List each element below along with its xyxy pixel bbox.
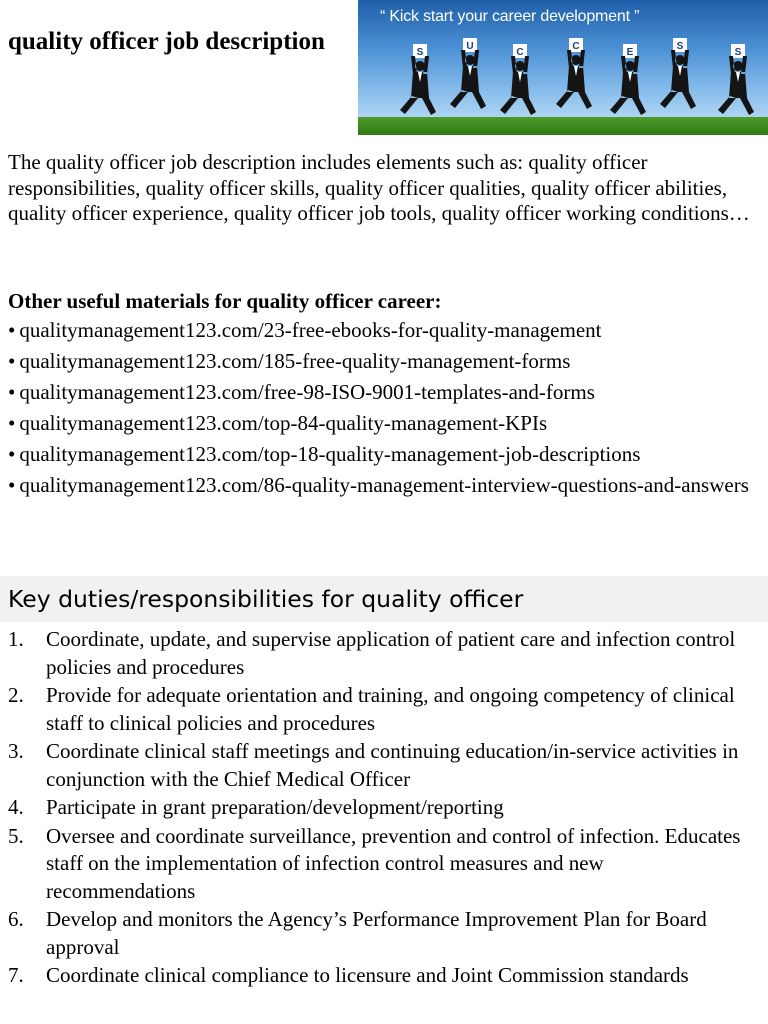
duty-item	[0, 962, 768, 990]
banner-letter: U	[466, 41, 474, 52]
duty-number: 1.	[8, 627, 24, 651]
duties-heading: Key duties/responsibilities for quality officer	[8, 585, 524, 613]
banner-letter: C	[516, 47, 524, 58]
banner-letter: S	[676, 41, 684, 52]
duty-item	[0, 626, 768, 681]
bullet-icon: •	[8, 473, 16, 497]
jumping-person-figure	[500, 44, 536, 115]
jumping-person-figure	[556, 38, 592, 109]
career-banner-image	[358, 0, 768, 135]
material-link-text[interactable]: qualitymanagement123.com/top-18-quality-management-job-descriptions	[19, 442, 641, 466]
bullet-icon: •	[8, 318, 16, 342]
material-link-text[interactable]: qualitymanagement123.com/185-free-quality-management-forms	[19, 349, 571, 373]
jumping-person-figure	[718, 44, 754, 115]
jumping-person-figure	[400, 44, 436, 115]
duty-number: 6.	[8, 907, 24, 931]
duty-text: Coordinate clinical staff meetings and continuing education/in-service activities in conjunction with the Chief Medical Officer	[46, 739, 739, 791]
duty-item	[0, 823, 768, 906]
duty-text: Provide for adequate orientation and training, and ongoing competency of clinical staff to clinical policies and procedures	[46, 683, 735, 735]
jumping-people-illustration	[358, 0, 768, 135]
bullet-icon: •	[8, 380, 16, 404]
material-link-item[interactable]	[8, 380, 760, 406]
intro-paragraph: The quality officer job description includes elements such as: quality officer responsibilities, quality officer skills, quality officer qualities, quality officer abilities, quality officer experience, quality officer job tools, quality officer working conditions…	[8, 150, 750, 225]
material-link-text[interactable]: qualitymanagement123.com/free-98-ISO-9001-templates-and-forms	[19, 380, 595, 404]
banner-letter: C	[572, 41, 580, 52]
banner-quote-open: “	[380, 8, 386, 25]
duty-text: Develop and monitors the Agency’s Performance Improvement Plan for Board approval	[46, 907, 707, 959]
duty-item	[0, 738, 768, 793]
material-link-item[interactable]	[8, 349, 760, 375]
material-link-item[interactable]	[8, 442, 760, 468]
banner-quote-close: ”	[634, 8, 640, 25]
duty-text: Coordinate clinical compliance to licensure and Joint Commission standards	[46, 963, 689, 987]
duty-item	[0, 906, 768, 961]
grass-strip	[358, 117, 768, 135]
material-link-text[interactable]: qualitymanagement123.com/top-84-quality-management-KPIs	[19, 411, 548, 435]
material-link-text[interactable]: qualitymanagement123.com/86-quality-management-interview-questions-and-answers	[19, 473, 749, 497]
bullet-icon: •	[8, 411, 16, 435]
jumping-person-figure	[450, 38, 486, 109]
duty-number: 3.	[8, 739, 24, 763]
materials-heading: Other useful materials for quality officer career:	[8, 289, 442, 313]
banner-letter: E	[626, 47, 634, 58]
duty-number: 4.	[8, 795, 24, 819]
duty-item	[0, 794, 768, 822]
banner-caption-text: Kick start your career development	[389, 8, 630, 25]
duties-list	[0, 626, 768, 991]
jumping-person-figure	[610, 44, 646, 115]
material-link-item[interactable]	[8, 411, 760, 437]
duty-text: Coordinate, update, and supervise application of patient care and infection control policies and procedures	[46, 627, 736, 679]
material-link-item[interactable]	[8, 473, 760, 499]
page-title: quality officer job description	[8, 28, 325, 55]
material-link-item[interactable]	[8, 318, 760, 344]
bullet-icon: •	[8, 442, 16, 466]
jumping-person-figure	[660, 38, 696, 109]
duty-number: 7.	[8, 963, 24, 987]
duty-text: Oversee and coordinate surveillance, prevention and control of infection. Educates staff on the implementation of infection control measures and new recommendations	[46, 823, 741, 903]
duty-item	[0, 682, 768, 737]
bullet-icon: •	[8, 349, 16, 373]
duty-number: 5.	[8, 823, 24, 848]
banner-letter: S	[734, 47, 742, 58]
banner-letter: S	[416, 47, 424, 58]
material-link-text[interactable]: qualitymanagement123.com/23-free-ebooks-for-quality-management	[19, 318, 602, 342]
duty-text: Participate in grant preparation/development/reporting	[46, 795, 504, 819]
duty-number: 2.	[8, 683, 24, 707]
duties-heading-bar	[0, 576, 768, 622]
materials-list	[8, 318, 760, 504]
